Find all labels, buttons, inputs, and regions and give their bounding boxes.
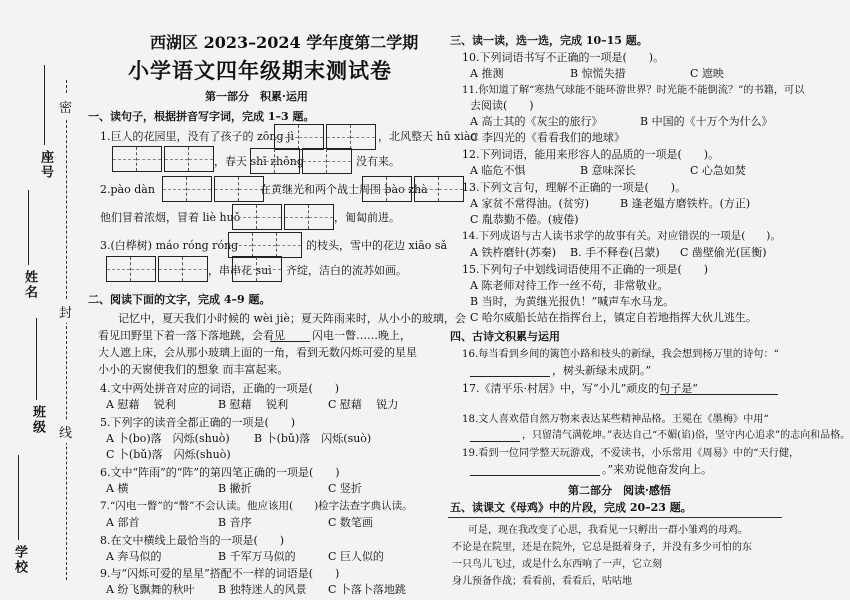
q10-option-b[interactable]: B 惊慌失措 [570, 67, 626, 80]
q3-text-c: ，串串花 suì [208, 264, 272, 277]
q14-option-b[interactable]: B. 手不释卷(吕蒙) [570, 246, 660, 259]
q14-option-c[interactable]: C 凿壁偷光(匡衡) [680, 246, 767, 259]
q13-text: 13.下列文言句，理解不正确的一项是( )。 [462, 181, 687, 194]
seat-label: 座号 [38, 150, 53, 180]
q15-text: 15.下列句子中划线词语使用不正确的一项是( ) [462, 263, 709, 276]
class-label: 班级 [30, 405, 45, 435]
q14-option-a[interactable]: A 铁杵磨针(苏秦) [470, 246, 557, 259]
q2-text-d: 他们冒着浓烟，冒着 liè huǒ [100, 211, 241, 224]
q6-option-a[interactable]: A 横 [106, 482, 129, 495]
answer-grid-q2-1[interactable] [162, 176, 264, 202]
q18-text-a: 18.文人喜欢借自然万物来表达某些精神品格。王冕在《墨梅》中用“ [462, 414, 769, 425]
part2-heading: 第二部分 阅读·感悟 [568, 484, 671, 497]
q13-option-b[interactable]: B 逢老媪方磨铁杵。(方正) [620, 197, 751, 210]
q19-text-b: 。”来劝说他奋发向上。 [602, 463, 713, 476]
section5-heading: 五、读课文《母鸡》中的片段，完成 20–23 题。 [450, 501, 692, 514]
q5-option-c[interactable]: C 卜(bǔ)落 闪烁(shuò) [106, 448, 231, 461]
q9-text: 9.与“闪烁可爱的星星”搭配不一样的词语是( ) [100, 567, 340, 580]
q11-option-a[interactable]: A 高士其的《灰尘的旅行》 [470, 115, 603, 128]
q6-text: 6.文中“阵雨”的“阵”的第四笔正确的一项是( ) [100, 466, 340, 479]
q9-option-c[interactable]: C 卜落卜落地跳 [328, 583, 406, 596]
q16-text-b: ，树头新绿未成阴。” [552, 364, 652, 377]
q13-option-c[interactable]: C 胤恭勤不倦。(疲倦) [470, 213, 579, 226]
q11-option-c[interactable]: C 李四光的《看看我们的地球》 [470, 131, 625, 144]
answer-grid-q3-3[interactable] [232, 256, 282, 282]
passage-line-3: 大人遮上床，会从那小玻璃上面的一角，看到无数闪烁可爱的星星 [98, 346, 417, 359]
exam-subtitle: 小学语文四年级期末测试卷 [128, 58, 392, 83]
q11-option-b[interactable]: B 中国的《十万个为什么》 [640, 115, 773, 128]
reading-line-1: 可是，现在我改变了心思，我看见一只孵出一群小雏鸡的母鸡。 [468, 525, 748, 536]
q17-blank[interactable] [660, 382, 778, 395]
q6-option-c[interactable]: C 竖折 [328, 482, 362, 495]
q1-text-d: 没有来。 [356, 155, 400, 168]
q5-option-a[interactable]: A 卜(bo)落 闪烁(shuò) [106, 432, 230, 445]
answer-grid-q3-1[interactable] [228, 232, 302, 258]
q7-text: 7.“闪电一瞥”的“瞥”不会认读。他应该用( )检字法查字典认读。 [100, 500, 413, 512]
q19-text-a: 19.看到一位同学整天玩游戏，不爱读书，小乐常用《周易》中的“天行健， [462, 448, 800, 459]
q3-text-a: 3.(白桦树) máo róng róng [100, 239, 239, 252]
q11-text-a: 11.你知道了解“寒热气球能不能环游世界？时光能不能倒流？”的书籍，可以 [462, 85, 805, 96]
q8-text: 8.在文中横线上最恰当的一项是( ) [100, 534, 285, 547]
q15-option-c[interactable]: C 哈尔威船长站在指挥台上，镇定自若地指挥大伙儿逃生。 [470, 311, 757, 324]
q8-option-a[interactable]: A 奔马似的 [106, 550, 162, 563]
seal-dashed-line [66, 80, 67, 580]
name-fill-line[interactable] [28, 190, 29, 265]
q4-option-a[interactable]: A 慰藉 锐利 [106, 398, 176, 411]
q16-text-a: 16.每当看到乡间的篱笆小路和枝头的新绿，我会想到杨万里的诗句：“ [462, 349, 779, 360]
q10-option-c[interactable]: C 遮映 [690, 67, 724, 80]
q19-blank[interactable] [470, 463, 600, 476]
q12-option-c[interactable]: C 心急如焚 [690, 164, 746, 177]
q12-text: 12.下列词语，能用来形容人的品质的一项是( )。 [462, 148, 720, 161]
answer-grid-q1-1[interactable] [274, 124, 376, 150]
passage-line-2: 看见田野里下着一落下落地跳，会看见 [98, 329, 285, 342]
q2-text-b: 在黄继光和两个战士周围 bào zhà [260, 183, 428, 196]
name-label: 姓名 [22, 270, 37, 300]
school-fill-line[interactable] [18, 455, 19, 540]
q3-text-b: 的枝头，雪中的花边 xiāo sǎ [306, 239, 448, 252]
q4-option-c[interactable]: C 慰藉 锐力 [328, 398, 399, 411]
passage-line-2b: 闪电一瞥……晚上， [312, 329, 411, 342]
q13-option-a[interactable]: A 家贫不常得油。(贫穷) [470, 197, 590, 210]
q10-text: 10.下列词语书写不正确的一项是( )。 [462, 51, 665, 64]
q1-text-a: 1.巨人的花园里，没有了孩子的 zōng jì [100, 130, 294, 143]
q2-text-a: 2.pào dàn [100, 183, 155, 196]
q14-text: 14.下列成语与古人读书求学的故事有关。对应错误的一项是( )。 [462, 230, 781, 242]
q7-option-a[interactable]: A 部首 [106, 516, 140, 529]
reading-line-3: 一只鸟儿飞过，或是什么东西响了一声，它立刻 [452, 559, 662, 570]
q8-option-c[interactable]: C 巨人似的 [328, 550, 384, 563]
passage-line-4: 小小的天窗使我们的想象 而丰富起来。 [98, 363, 289, 376]
answer-grid-q1-2[interactable] [112, 146, 214, 172]
exam-title: 西湖区 2023–2024 学年度第二学期 [150, 33, 419, 52]
section2-heading: 二、阅读下面的文字，完成 4–9 题。 [88, 293, 271, 306]
q1-text-b: ，北风整天 hū xiào [378, 130, 478, 143]
seal-char-mi: 密 [59, 95, 72, 118]
q4-option-b[interactable]: B 慰藉 锐利 [218, 398, 289, 411]
q18-blank[interactable] [470, 429, 520, 442]
answer-grid-q2-2[interactable] [362, 176, 464, 202]
q11-text-b: 去阅读( ) [470, 99, 534, 112]
passage-top-divider [448, 517, 782, 518]
binding-strip [0, 0, 78, 600]
passage-line-1: 记忆中，夏天我们小时候的 wèi jiè；夏天阵雨来时，从小小的玻璃，会 [118, 312, 466, 325]
q1-text-c: ，春天 shī zhōng [214, 155, 304, 168]
q9-option-a[interactable]: A 纷飞飘舞的秋叶 [106, 583, 195, 596]
section1-heading: 一、读句子，根据拼音写字词，完成 1–3 题。 [88, 110, 315, 123]
q17-text: 17.《清平乐·村居》中，写“小儿”顽皮的句子是“ [462, 382, 698, 395]
seal-char-xian: 线 [59, 420, 72, 443]
q7-option-b[interactable]: B 音序 [218, 516, 252, 529]
q9-option-b[interactable]: B 独特迷人的风景 [218, 583, 307, 596]
q2-text-e: ，匍匐前进。 [334, 211, 400, 224]
q12-option-a[interactable]: A 临危不惧 [470, 164, 526, 177]
q10-option-a[interactable]: A 推测 [470, 67, 504, 80]
answer-grid-q3-2[interactable] [106, 256, 208, 282]
seat-fill-line[interactable] [44, 65, 45, 145]
q3-text-d: 齐绽，洁白的流苏如画。 [286, 264, 407, 277]
section3-heading: 三、读一读，选一选，完成 10–15 题。 [450, 34, 648, 47]
class-fill-line[interactable] [36, 318, 37, 400]
seal-char-feng: 封 [59, 300, 72, 323]
q16-blank[interactable] [470, 364, 550, 377]
q4-text: 4.文中两处拼音对应的词语，正确的一项是( ) [100, 382, 340, 395]
section4-heading: 四、古诗文积累与运用 [450, 330, 560, 343]
q5-text: 5.下列字的读音全都正确的一项是( ) [100, 416, 296, 429]
reading-line-4: 身儿预备作战；看看前，看看后，咕咕地 [452, 576, 632, 587]
reading-line-2: 不论是在院里，还是在院外，它总是挺着身子，并没有多少可怕的东 [452, 542, 752, 553]
answer-grid-q1-3[interactable] [250, 148, 352, 174]
q7-option-c[interactable]: C 数笔画 [328, 516, 373, 529]
answer-grid-q2-3[interactable] [232, 204, 334, 230]
q6-option-b[interactable]: B 撇折 [218, 482, 252, 495]
q5-option-b[interactable]: B 卜(bǔ)落 闪烁(suò) [254, 432, 372, 445]
part1-heading: 第一部分 积累·运用 [205, 90, 308, 103]
q15-option-b[interactable]: B 当时，为黄继光报仇！”喊声车水马龙。 [470, 295, 675, 308]
school-label: 学校 [12, 545, 27, 575]
q15-option-a[interactable]: A 陈老师对待工作一丝不苟，非常敬业。 [470, 279, 669, 292]
q8-option-b[interactable]: B 千军万马似的 [218, 550, 296, 563]
q18-text-b: ，只留清气满乾坤。”表达自己“不媚(谄)俗，坚守内心追求”的志向和品格。 [522, 430, 850, 441]
q12-option-b[interactable]: B 意味深长 [580, 164, 636, 177]
passage-blank-1[interactable] [270, 329, 310, 342]
